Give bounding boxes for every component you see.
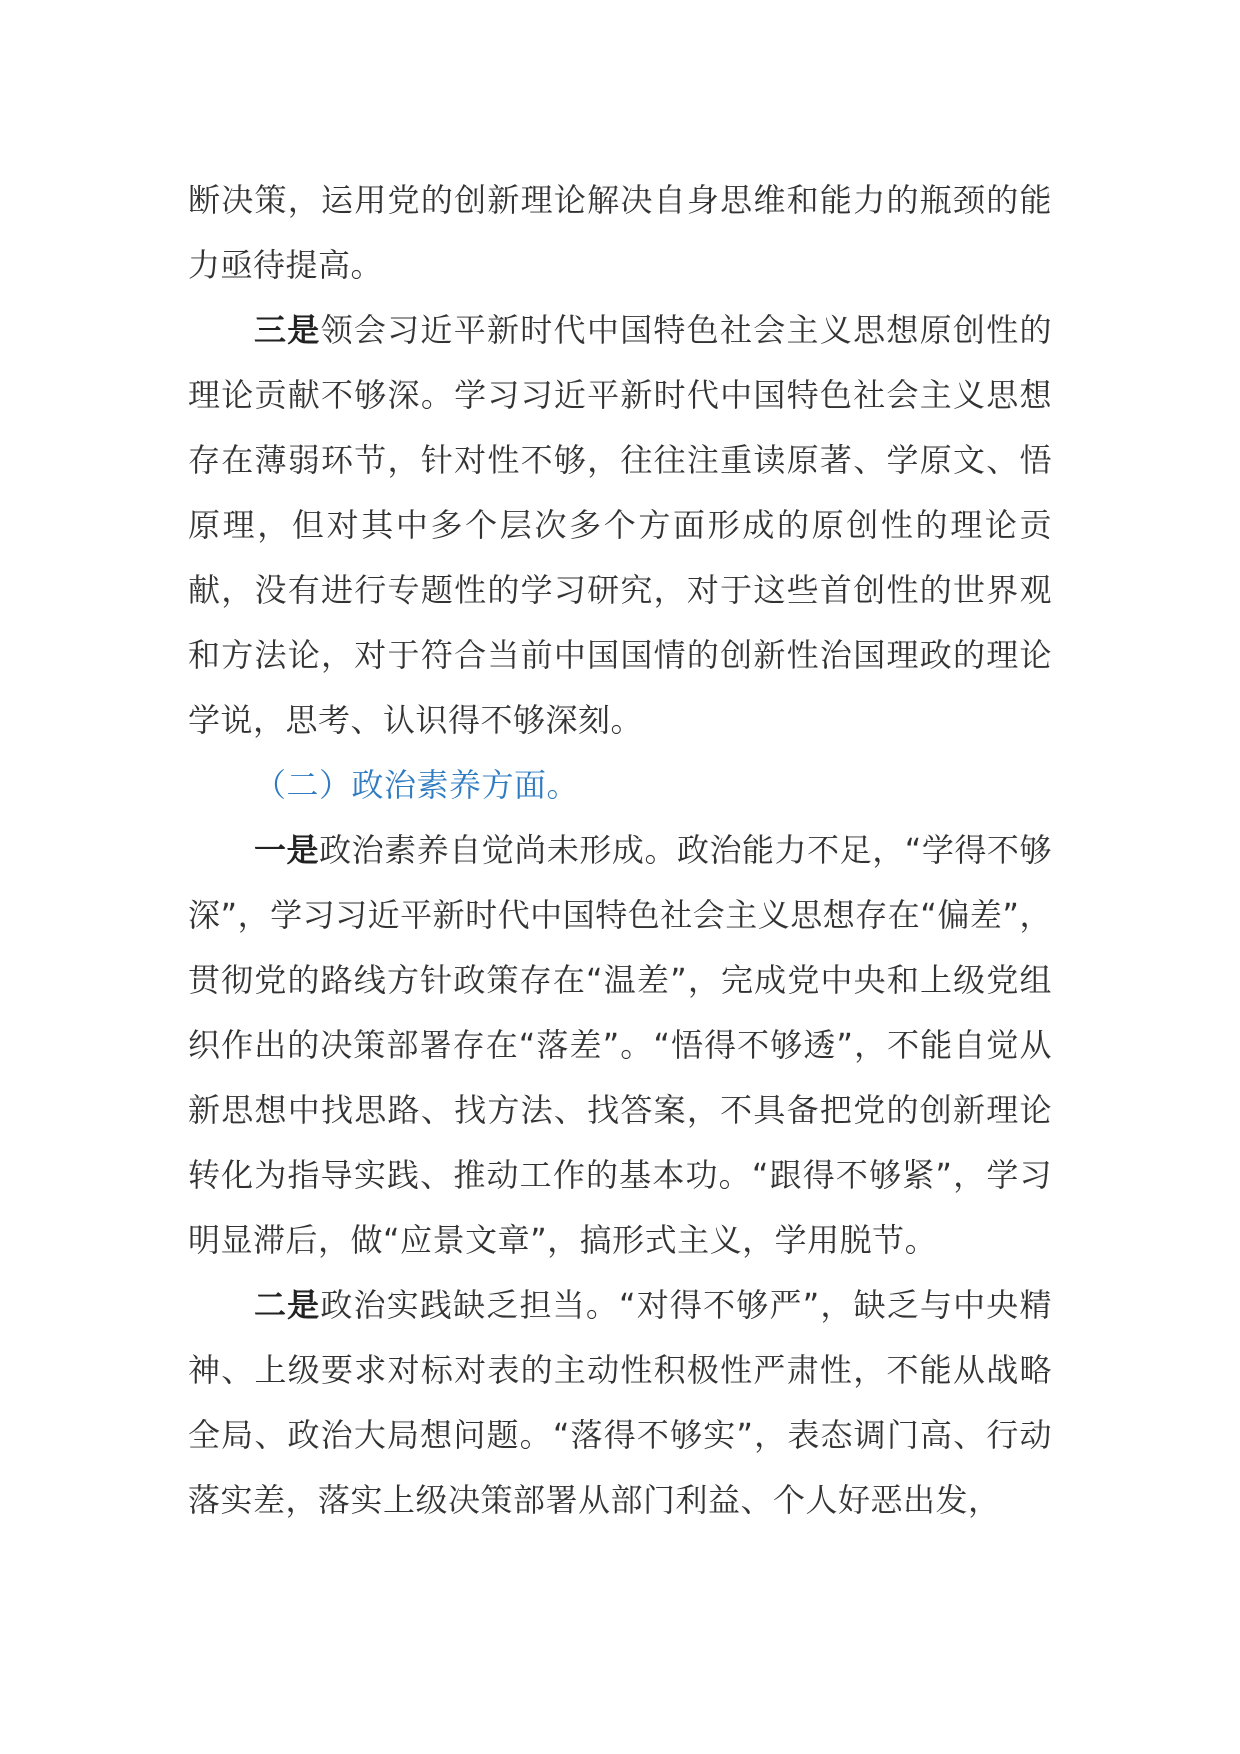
- paragraph-text: 政治素养自觉尚未形成。政治能力不足，“学得不够深”，学习习近平新时代中国特色社会主义思想存在“偏差”，贯彻党的路线方针政策存在“温差”，完成党中央和上级党组织作出的决策部署存在“落差”。“悟得不够透”，不能自觉从新思想中找思路、找方法、找答案，不具备把党的创新理论转化为指导实践、推动工作的基本功。“跟得不够紧”，学习明显滞后，做“应景文章”，搞形式主义，学用脱节。: [188, 831, 1052, 1259]
- paragraph-point-two: [188, 1273, 1052, 1533]
- paragraph-point-three: [188, 298, 1052, 753]
- paragraph-text: 领会习近平新时代中国特色社会主义思想原创性的理论贡献不够深。学习习近平新时代中国特色社会主义思想存在薄弱环节，针对性不够，往往注重读原著、学原文、悟原理，但对其中多个层次多个方面形成的原创性的理论贡献，没有进行专题性的学习研究，对于这些首创性的世界观和方法论，对于符合当前中国国情的创新性治国理政的理论学说，思考、认识得不够深刻。: [188, 311, 1052, 739]
- paragraph-lead: 二是: [254, 1286, 321, 1324]
- paragraph-text: 政治实践缺乏担当。“对得不够严”，缺乏与中央精神、上级要求对标对表的主动性积极性严肃性，不能从战略全局、政治大局想问题。“落得不够实”，表态调门高、行动落实差，落实上级决策部署从部门利益、个人好恶出发，: [188, 1286, 1052, 1519]
- paragraph-continuation: [188, 168, 1052, 298]
- section-heading: （二）政治素养方面。: [254, 766, 580, 804]
- paragraph-lead: 三是: [254, 311, 321, 349]
- paragraph-point-one: [188, 818, 1052, 1273]
- paragraph-lead: 一是: [254, 831, 320, 869]
- document-page: [188, 168, 1052, 1533]
- paragraph-text: 断决策，运用党的创新理论解决自身思维和能力的瓶颈的能力亟待提高。: [188, 181, 1052, 284]
